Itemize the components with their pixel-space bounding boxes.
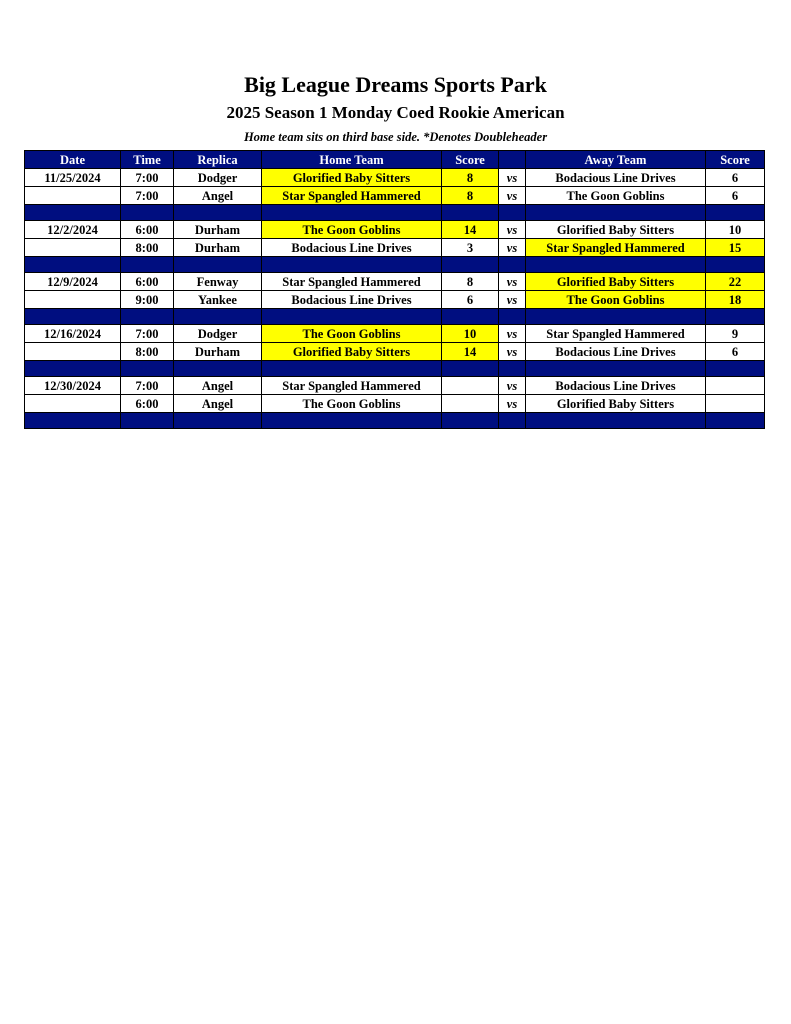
separator-cell bbox=[442, 413, 499, 429]
separator-cell bbox=[262, 413, 442, 429]
cell-home-team: Star Spangled Hammered bbox=[262, 187, 442, 205]
cell-vs: vs bbox=[499, 187, 526, 205]
header-away-score: Score bbox=[706, 151, 765, 169]
cell-vs: vs bbox=[499, 343, 526, 361]
header-home-score: Score bbox=[442, 151, 499, 169]
cell-time: 7:00 bbox=[121, 325, 174, 343]
cell-time: 7:00 bbox=[121, 377, 174, 395]
cell-home-score: 14 bbox=[442, 343, 499, 361]
separator-cell bbox=[526, 257, 706, 273]
separator-cell bbox=[262, 205, 442, 221]
cell-home-team: Star Spangled Hammered bbox=[262, 273, 442, 291]
separator-cell bbox=[121, 205, 174, 221]
cell-vs: vs bbox=[499, 395, 526, 413]
cell-replica: Durham bbox=[174, 221, 262, 239]
week-separator-row bbox=[25, 309, 765, 325]
cell-vs: vs bbox=[499, 325, 526, 343]
schedule-body bbox=[25, 169, 765, 429]
cell-away-score: 9 bbox=[706, 325, 765, 343]
separator-cell bbox=[174, 205, 262, 221]
separator-cell bbox=[442, 205, 499, 221]
week-separator-row bbox=[25, 257, 765, 273]
cell-date: 12/2/2024 bbox=[25, 221, 121, 239]
cell-away-team: Bodacious Line Drives bbox=[526, 169, 706, 187]
game-row bbox=[25, 221, 765, 239]
cell-away-score: 6 bbox=[706, 187, 765, 205]
week-separator-row bbox=[25, 413, 765, 429]
header-away-team: Away Team bbox=[526, 151, 706, 169]
cell-time: 7:00 bbox=[121, 187, 174, 205]
cell-home-score: 10 bbox=[442, 325, 499, 343]
cell-replica: Fenway bbox=[174, 273, 262, 291]
header-date: Date bbox=[25, 151, 121, 169]
separator-cell bbox=[526, 361, 706, 377]
separator-cell bbox=[442, 257, 499, 273]
cell-away-score: 6 bbox=[706, 343, 765, 361]
cell-away-score: 6 bbox=[706, 169, 765, 187]
separator-cell bbox=[706, 413, 765, 429]
cell-replica: Angel bbox=[174, 395, 262, 413]
separator-cell bbox=[25, 205, 121, 221]
separator-cell bbox=[25, 413, 121, 429]
separator-cell bbox=[262, 361, 442, 377]
week-separator-row bbox=[25, 361, 765, 377]
cell-away-team: Star Spangled Hammered bbox=[526, 239, 706, 257]
game-row bbox=[25, 377, 765, 395]
game-row bbox=[25, 343, 765, 361]
cell-home-team: The Goon Goblins bbox=[262, 325, 442, 343]
cell-replica: Dodger bbox=[174, 325, 262, 343]
separator-cell bbox=[442, 361, 499, 377]
separator-cell bbox=[25, 257, 121, 273]
cell-home-score bbox=[442, 377, 499, 395]
cell-date: 11/25/2024 bbox=[25, 169, 121, 187]
cell-away-score: 18 bbox=[706, 291, 765, 309]
cell-away-team: Bodacious Line Drives bbox=[526, 377, 706, 395]
separator-cell bbox=[121, 413, 174, 429]
game-row bbox=[25, 291, 765, 309]
separator-cell bbox=[174, 361, 262, 377]
cell-home-score: 8 bbox=[442, 169, 499, 187]
separator-cell bbox=[262, 257, 442, 273]
separator-cell bbox=[526, 205, 706, 221]
cell-home-team: Bodacious Line Drives bbox=[262, 239, 442, 257]
cell-home-score: 8 bbox=[442, 273, 499, 291]
cell-vs: vs bbox=[499, 221, 526, 239]
cell-replica: Durham bbox=[174, 239, 262, 257]
cell-home-score: 8 bbox=[442, 187, 499, 205]
cell-date: 12/30/2024 bbox=[25, 377, 121, 395]
cell-away-score: 22 bbox=[706, 273, 765, 291]
cell-home-score: 14 bbox=[442, 221, 499, 239]
cell-home-team: Bodacious Line Drives bbox=[262, 291, 442, 309]
separator-cell bbox=[25, 309, 121, 325]
separator-cell bbox=[121, 257, 174, 273]
cell-away-team: Glorified Baby Sitters bbox=[526, 395, 706, 413]
separator-cell bbox=[706, 309, 765, 325]
cell-replica: Dodger bbox=[174, 169, 262, 187]
cell-time: 8:00 bbox=[121, 239, 174, 257]
cell-away-team: Glorified Baby Sitters bbox=[526, 273, 706, 291]
cell-away-score: 10 bbox=[706, 221, 765, 239]
separator-cell bbox=[262, 309, 442, 325]
separator-cell bbox=[499, 257, 526, 273]
cell-replica: Yankee bbox=[174, 291, 262, 309]
cell-home-team: The Goon Goblins bbox=[262, 221, 442, 239]
week-separator-row bbox=[25, 205, 765, 221]
cell-home-team: Glorified Baby Sitters bbox=[262, 343, 442, 361]
cell-date bbox=[25, 291, 121, 309]
separator-cell bbox=[121, 309, 174, 325]
cell-away-score bbox=[706, 377, 765, 395]
header-home-team: Home Team bbox=[262, 151, 442, 169]
separator-cell bbox=[706, 361, 765, 377]
separator-cell bbox=[706, 257, 765, 273]
separator-cell bbox=[706, 205, 765, 221]
separator-cell bbox=[526, 309, 706, 325]
cell-time: 6:00 bbox=[121, 221, 174, 239]
cell-away-score: 15 bbox=[706, 239, 765, 257]
separator-cell bbox=[442, 309, 499, 325]
cell-vs: vs bbox=[499, 377, 526, 395]
schedule-note: Home team sits on third base side. *Denotes Doubleheader bbox=[243, 130, 548, 144]
cell-away-team: Glorified Baby Sitters bbox=[526, 221, 706, 239]
page-title: Big League Dreams Sports Park bbox=[244, 72, 547, 97]
cell-home-score: 3 bbox=[442, 239, 499, 257]
game-row bbox=[25, 169, 765, 187]
cell-away-team: Bodacious Line Drives bbox=[526, 343, 706, 361]
header-replica: Replica bbox=[174, 151, 262, 169]
separator-cell bbox=[499, 309, 526, 325]
cell-home-team: Glorified Baby Sitters bbox=[262, 169, 442, 187]
cell-away-team: Star Spangled Hammered bbox=[526, 325, 706, 343]
cell-date: 12/9/2024 bbox=[25, 273, 121, 291]
cell-time: 9:00 bbox=[121, 291, 174, 309]
cell-home-score bbox=[442, 395, 499, 413]
schedule-table bbox=[24, 150, 765, 429]
game-row bbox=[25, 239, 765, 257]
separator-cell bbox=[25, 361, 121, 377]
separator-cell bbox=[174, 413, 262, 429]
cell-date bbox=[25, 343, 121, 361]
cell-home-score: 6 bbox=[442, 291, 499, 309]
game-row bbox=[25, 395, 765, 413]
cell-vs: vs bbox=[499, 239, 526, 257]
cell-replica: Durham bbox=[174, 343, 262, 361]
cell-away-team: The Goon Goblins bbox=[526, 291, 706, 309]
cell-date bbox=[25, 187, 121, 205]
separator-cell bbox=[499, 361, 526, 377]
game-row bbox=[25, 325, 765, 343]
cell-replica: Angel bbox=[174, 377, 262, 395]
separator-cell bbox=[499, 413, 526, 429]
separator-cell bbox=[526, 413, 706, 429]
separator-cell bbox=[174, 309, 262, 325]
cell-home-team: Star Spangled Hammered bbox=[262, 377, 442, 395]
cell-vs: vs bbox=[499, 169, 526, 187]
cell-time: 6:00 bbox=[121, 273, 174, 291]
separator-cell bbox=[174, 257, 262, 273]
cell-away-score bbox=[706, 395, 765, 413]
cell-date: 12/16/2024 bbox=[25, 325, 121, 343]
cell-time: 6:00 bbox=[121, 395, 174, 413]
header-row bbox=[25, 151, 765, 169]
game-row bbox=[25, 187, 765, 205]
header-time: Time bbox=[121, 151, 174, 169]
cell-vs: vs bbox=[499, 291, 526, 309]
header-vs bbox=[499, 151, 526, 169]
page-subtitle: 2025 Season 1 Monday Coed Rookie American bbox=[226, 103, 565, 122]
cell-date bbox=[25, 395, 121, 413]
cell-replica: Angel bbox=[174, 187, 262, 205]
cell-date bbox=[25, 239, 121, 257]
cell-time: 7:00 bbox=[121, 169, 174, 187]
cell-vs: vs bbox=[499, 273, 526, 291]
separator-cell bbox=[499, 205, 526, 221]
cell-away-team: The Goon Goblins bbox=[526, 187, 706, 205]
cell-home-team: The Goon Goblins bbox=[262, 395, 442, 413]
game-row bbox=[25, 273, 765, 291]
separator-cell bbox=[121, 361, 174, 377]
cell-time: 8:00 bbox=[121, 343, 174, 361]
